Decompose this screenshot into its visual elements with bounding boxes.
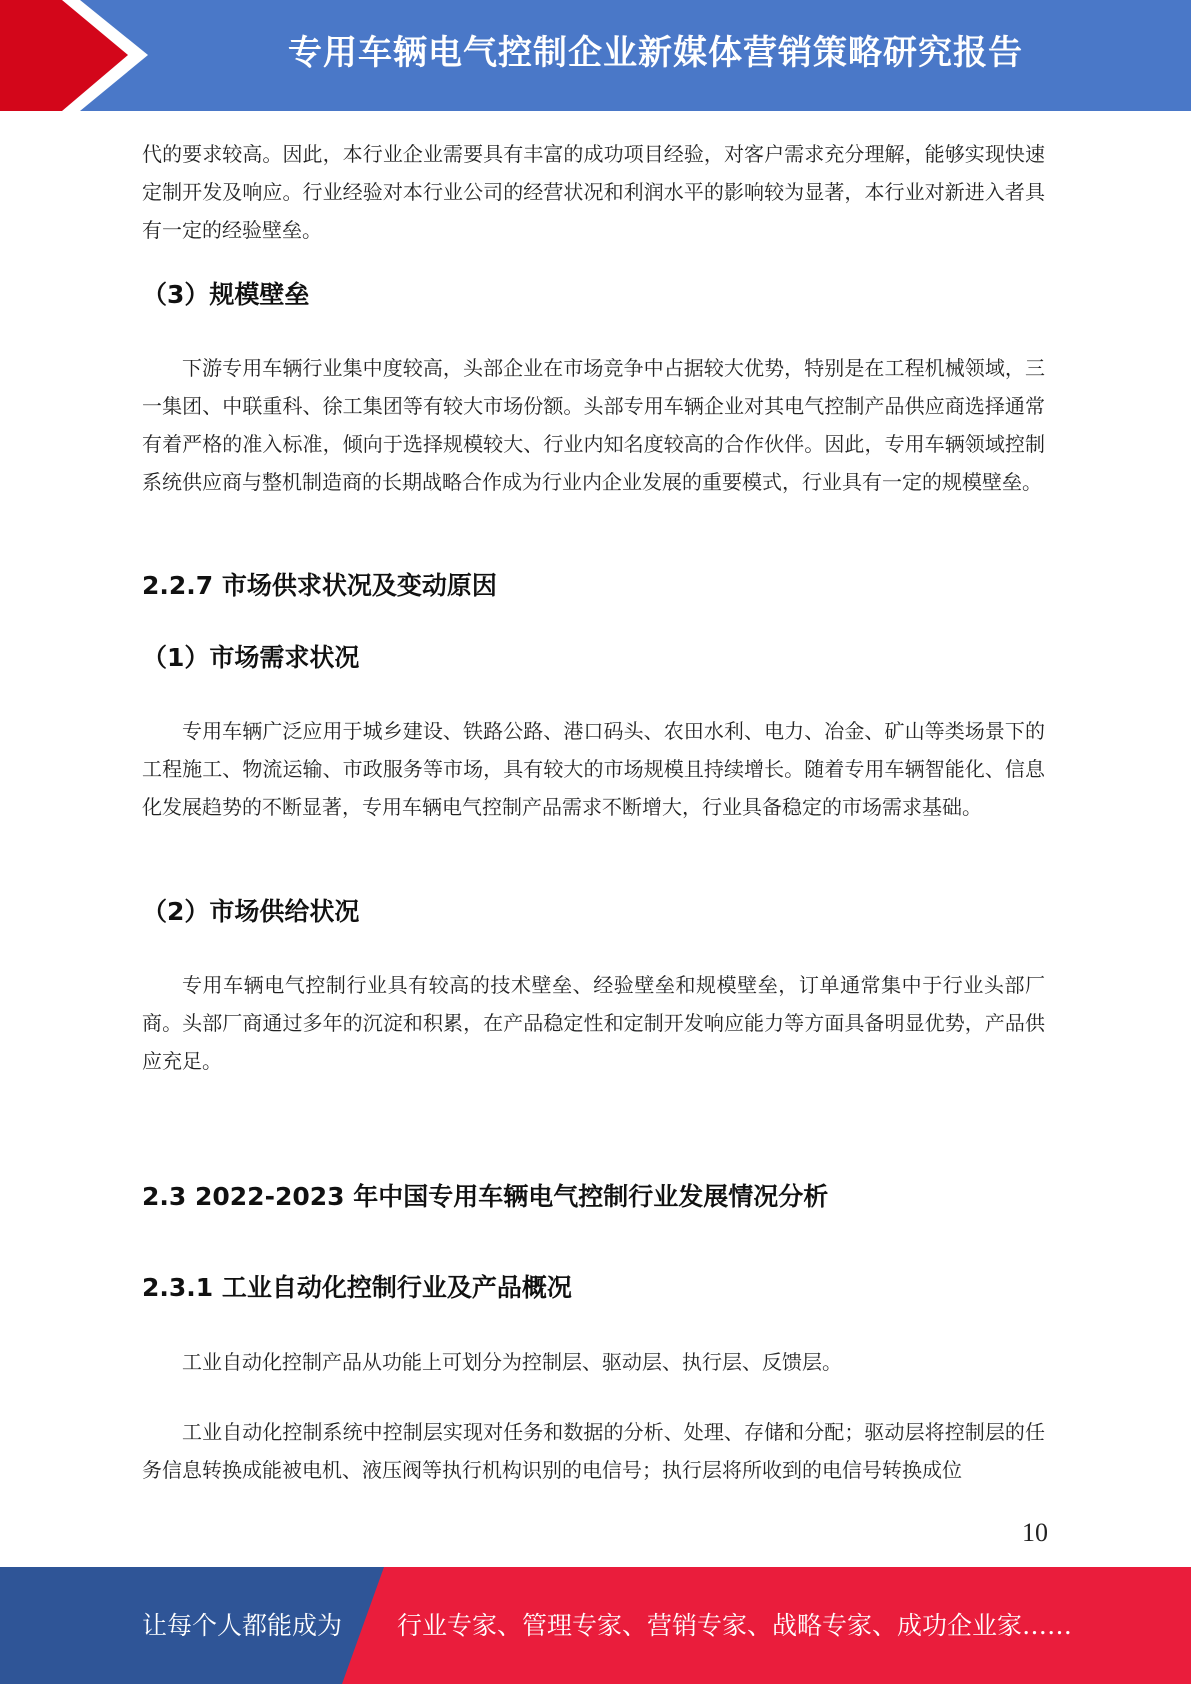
paragraph-automation-overview: 工业自动化控制产品从功能上可划分为控制层、驱动层、执行层、反馈层。 [182,1350,842,1374]
heading-market-supply: （2）市场供给状况 [142,897,360,926]
paragraph-market-demand: 专用车辆广泛应用于城乡建设、铁路公路、港口码头、农田水利、电力、冶金、矿山等类场景下的工程施工、物流运输、市政服务等市场，具有较大的市场规模且持续增长。随着专用车辆智能化、信息化发展趋势的不断显著，专用车辆电气控制产品需求不断增大，行业具备稳定的市场需求基础。 [142,719,1045,819]
report-title: 专用车辆电气控制企业新媒体营销策略研究报告 [288,33,1023,73]
footer-slogan-roles: 行业专家、管理专家、营销专家、战略专家、成功企业家…… [397,1611,1073,1640]
heading-scale-barrier: （3）规模壁垒 [142,280,310,309]
footer-slogan-lead: 让每个人都能成为 [142,1611,343,1640]
heading-section-2-3: 2.3 2022-2023 年中国专用车辆电气控制行业发展情况分析 [142,1182,829,1211]
page-footer [0,1567,1191,1684]
page-number: 10 [1022,1518,1048,1547]
paragraph-automation-layers: 工业自动化控制系统中控制层实现对任务和数据的分析、处理、存储和分配；驱动层将控制层的任务信息转换成能被电机、液压阀等执行机构识别的电信号；执行层将所收到的电信号转换成位 [142,1420,1045,1482]
paragraph-market-supply: 专用车辆电气控制行业具有较高的技术壁垒、经验壁垒和规模壁垒，订单通常集中于行业头部厂商。头部厂商通过多年的沉淀和积累，在产品稳定性和定制开发响应能力等方面具备明显优势，产品供应充足。 [142,973,1045,1073]
heading-section-2-3-1: 2.3.1 工业自动化控制行业及产品概况 [142,1273,572,1302]
heading-section-2-2-7: 2.2.7 市场供求状况及变动原因 [142,571,497,600]
paragraph-scale-barrier: 下游专用车辆行业集中度较高，头部企业在市场竞争中占据较大优势，特别是在工程机械领域，三一集团、中联重科、徐工集团等有较大市场份额。头部专用车辆企业对其电气控制产品供应商选择通常有着严格的准入标准，倾向于选择规模较大、行业内知名度较高的合作伙伴。因此，专用车辆领域控制系统供应商与整机制造商的长期战略合作成为行业内企业发展的重要模式，行业具有一定的规模壁垒。 [142,356,1045,494]
page-header [0,0,1191,111]
paragraph-intro: 代的要求较高。因此，本行业企业需要具有丰富的成功项目经验，对客户需求充分理解，能够实现快速定制开发及响应。行业经验对本行业公司的经营状况和利润水平的影响较为显著，本行业对新进入者具有一定的经验壁垒。 [142,142,1045,242]
heading-market-demand: （1）市场需求状况 [142,643,360,672]
